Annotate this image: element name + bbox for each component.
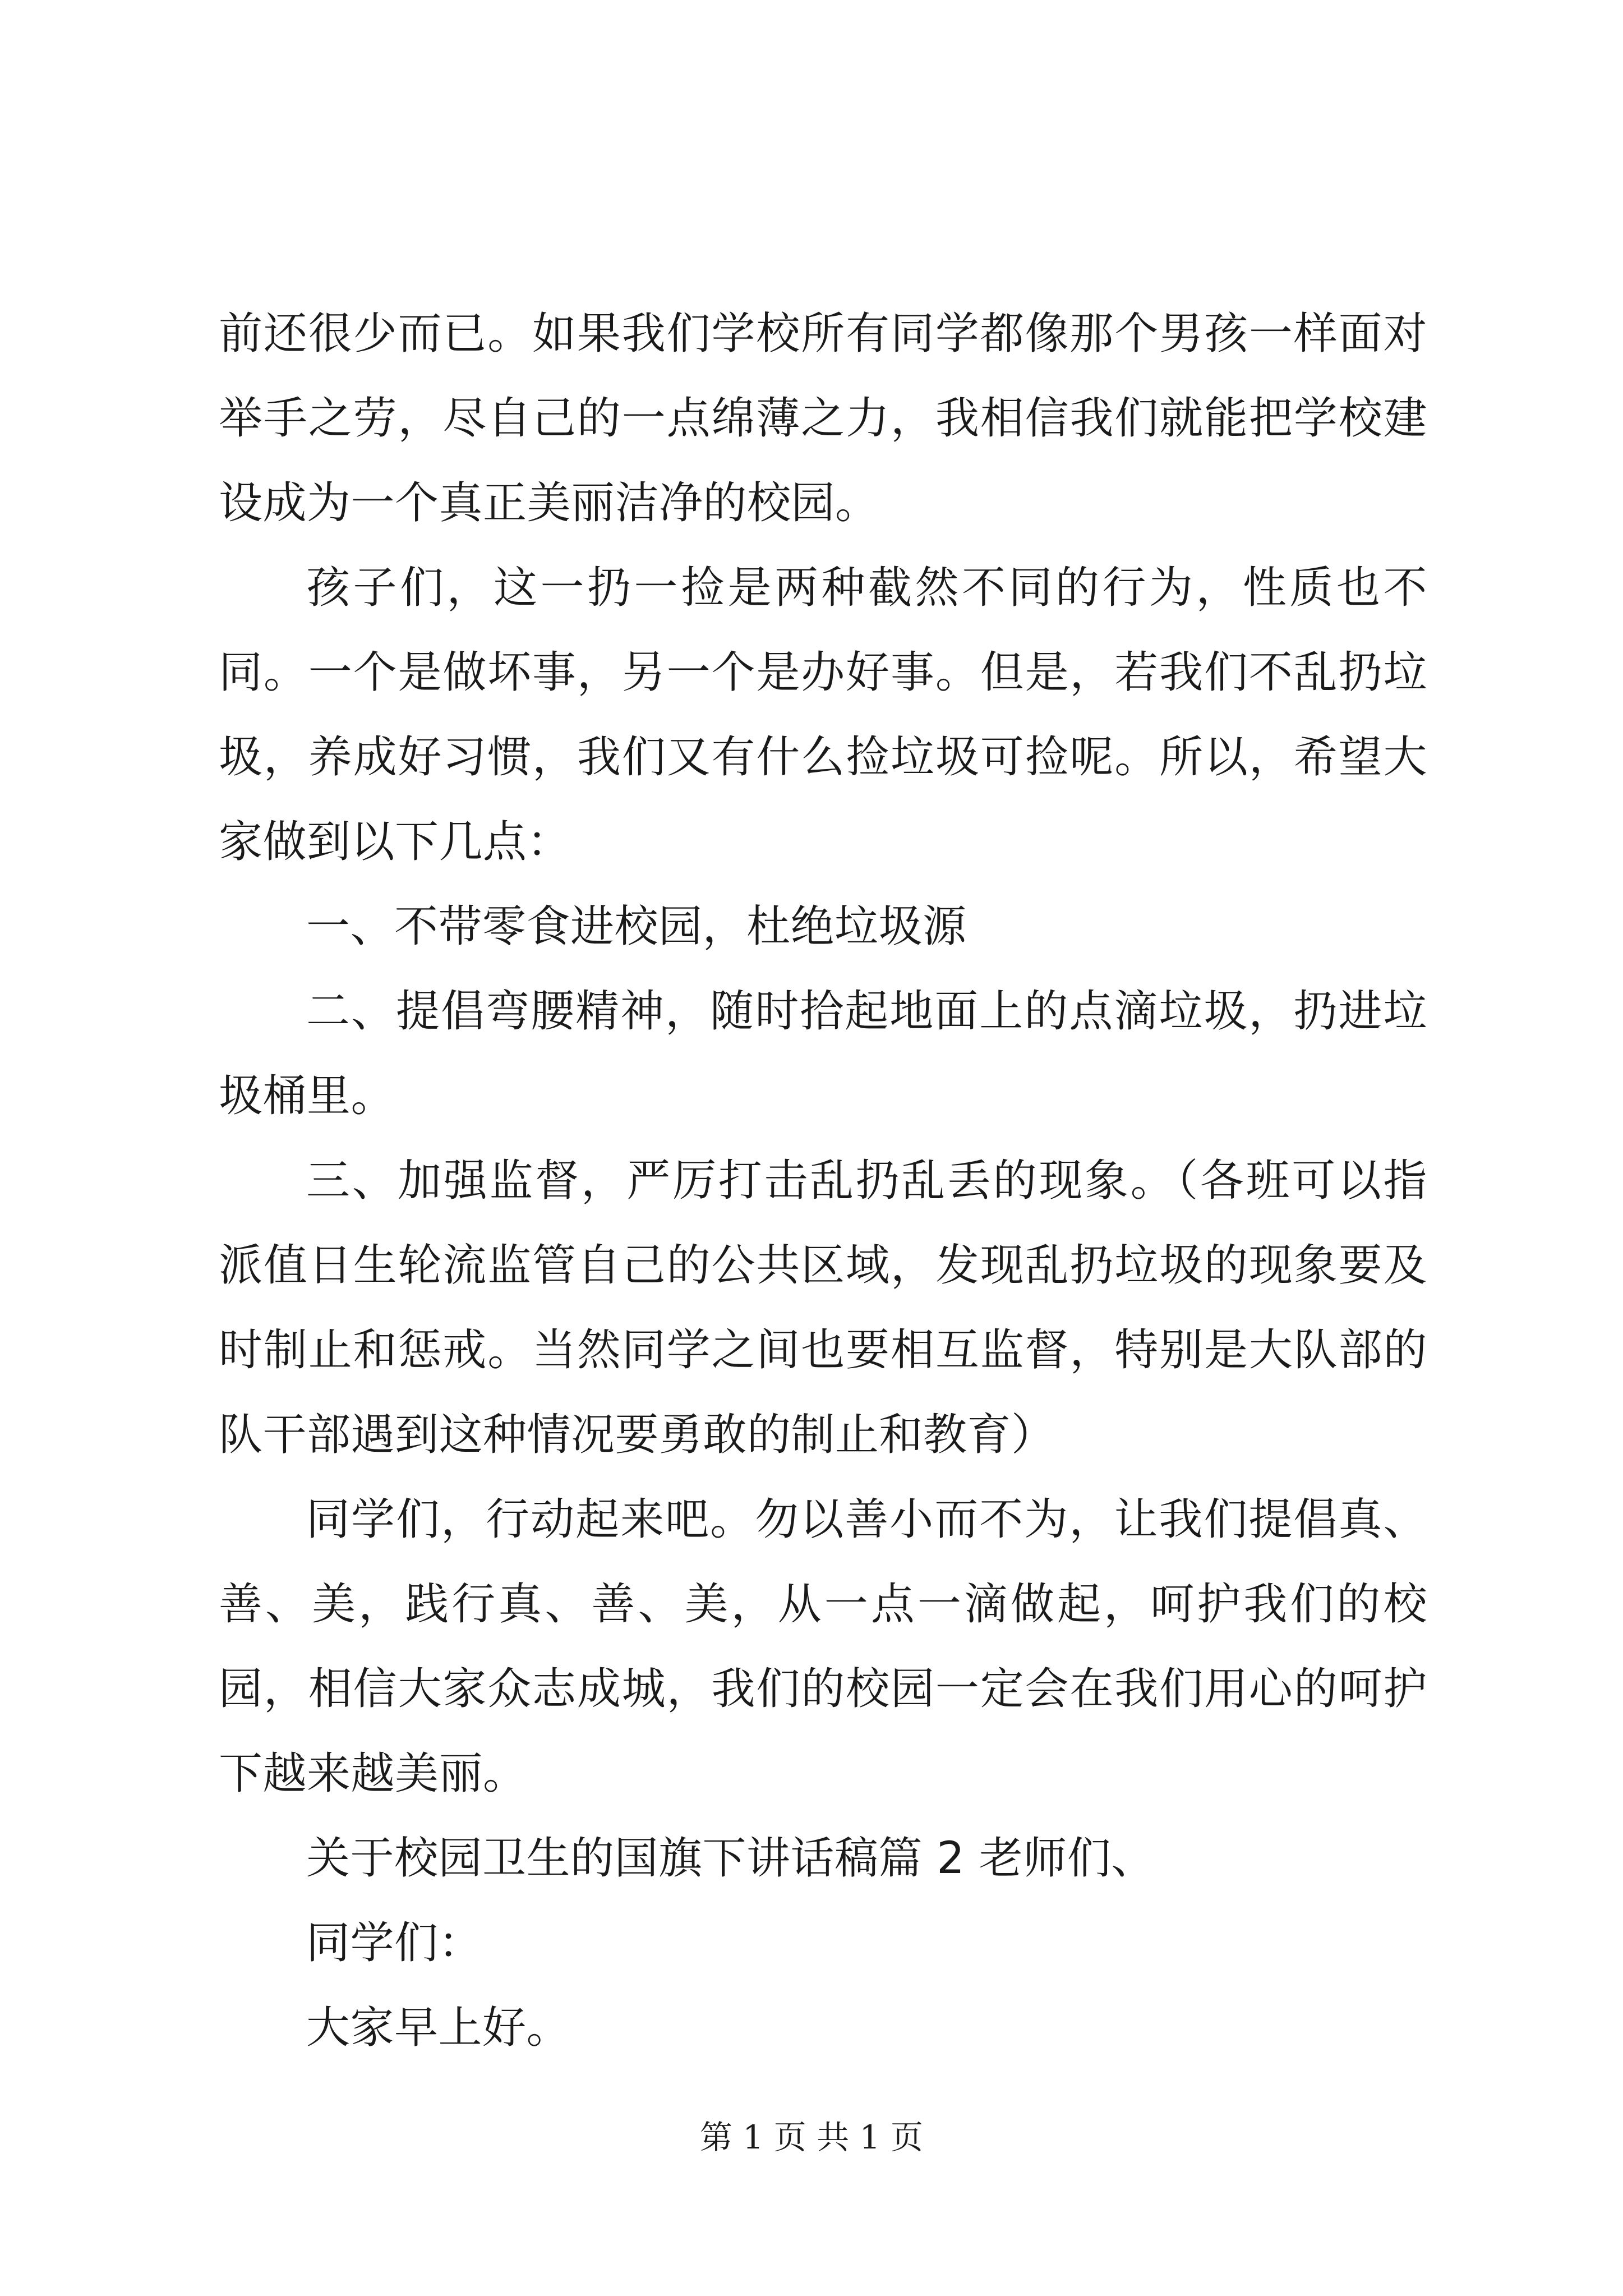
- list-item-2: 二、提倡弯腰精神，随时拾起地面上的点滴垃圾，扔进垃圾桶里。: [219, 986, 1427, 1121]
- salutation: 同学们：: [306, 1918, 483, 1968]
- paragraph-behavior: 孩子们，这一扔一捡是两种截然不同的行为，性质也不同。一个是做坏事，另一个是办好事。但是，若我们不乱扔垃圾，养成好习惯，我们又有什么捡垃圾可捡呢。所以，希望大家做到以下几点：: [219, 563, 1427, 867]
- paragraph-continuation: 前还很少而已。如果我们学校所有同学都像那个男孩一样面对举手之劳，尽自己的一点绵薄之力，我相信我们就能把学校建设成为一个真正美丽洁净的校园。: [219, 309, 1427, 528]
- list-item-3: 三、加强监督，严厉打击乱扔乱丢的现象。（各班可以指派值日生轮流监管自己的公共区域，发现乱扔垃圾的现象要及时制止和惩戒。当然同学之间也要相互监督，特别是大队部的队干部遇到这种情况要勇敢的制止和教育）: [219, 1156, 1427, 1460]
- document-body: [219, 292, 1427, 2070]
- greeting: 大家早上好。: [306, 2003, 571, 2053]
- page-number-footer: 第 1 页 共 1 页: [700, 2118, 923, 2156]
- paragraph-closing: 同学们，行动起来吧。勿以善小而不为，让我们提倡真、善、美，践行真、善、美，从一点一滴做起，呵护我们的校园，相信大家众志成城，我们的校园一定会在我们用心的呵护下越来越美丽。: [219, 1494, 1427, 1799]
- list-item-1: 一、不带零食进校园，杜绝垃圾源: [306, 901, 967, 952]
- section-title: 关于校园卫生的国旗下讲话稿篇 2 老师们、: [306, 1833, 1155, 1884]
